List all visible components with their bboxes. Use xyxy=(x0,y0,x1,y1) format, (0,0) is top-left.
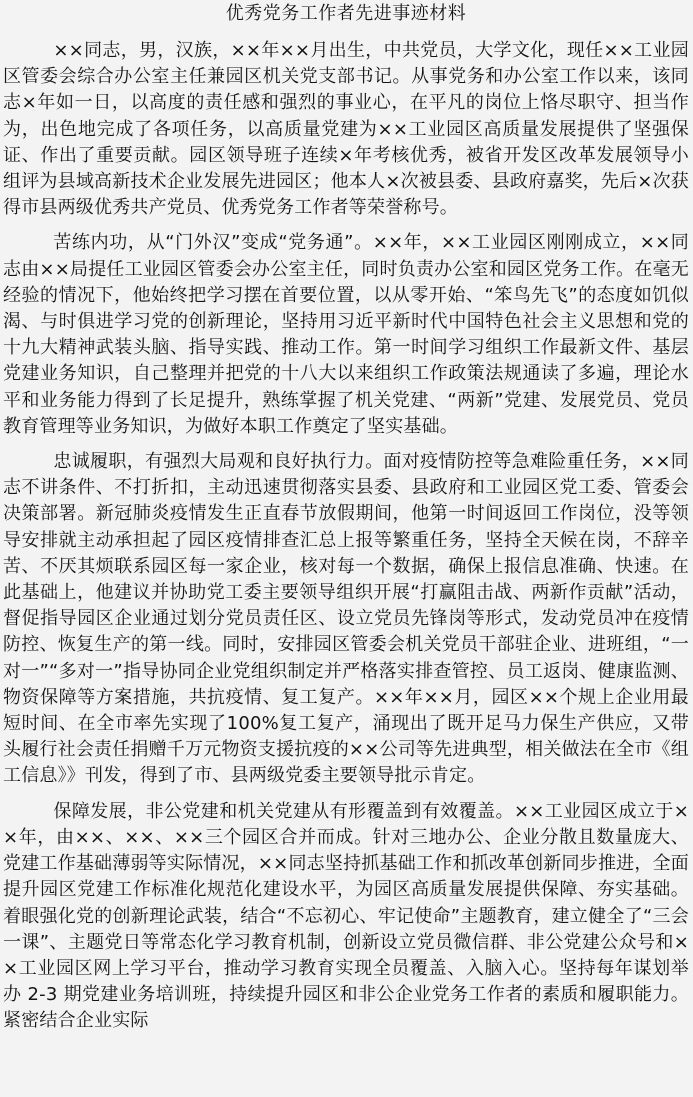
paragraph-intro: ××同志，男，汉族，××年××月出生，中共党员，大学文化，现任××工业园区管委会综合办公室主任兼园区机关党支部书记。从事党务和办公室工作以来，该同志×年如一日，以高度的责任感和强烈的事业心，在平凡的岗位上恪尽职守、担当作为，出色地完成了各项任务，以高质量党建为××工业园区高质量发展提供了坚强保证、作出了重要贡献。园区领导班子连续×年考核优秀，被省开发区改革发展领导小组评为县域高新技术企业发展先进园区；他本人×次被县委、县政府嘉奖，先后×次获得市县两级优秀共产党员、优秀党务工作者等荣誉称号。 xyxy=(3,40,689,219)
paragraph-duty: 忠诚履职，有强烈大局观和良好执行力。面对疫情防控等急难险重任务，××同志不讲条件、不打折扣，主动迅速贯彻落实县委、县政府和工业园区党工委、管委会决策部署。新冠肺炎疫情发生正直春节放假期间，他第一时间返回工作岗位，没等领导安排就主动承担起了园区疫情排查汇总上报等繁重任务，坚持全天候在岗，不辞辛苦、不厌其烦联系园区每一家企业，核对每一个数据，确保上报信息准确、快速。在此基础上，他建议并协助党工委主要领导组织开展“打赢阻击战、两新作贡献”活动，督促指导园区企业通过划分党员责任区、设立党员先锋岗等形式，发动党员冲在疫情防控、恢复生产的第一线。同时，安排园区管委会机关党员干部驻企业、进班组，“一对一”“多对一”指导协同企业党组织制定并严格落实排查管控、员工返岗、健康监测、物资保障等方案措施，共抗疫情、复工复产。××年××月，园区××个规上企业用最短时间、在全市率先实现了100%复工复产，涌现出了既开足马力保生产供应，又带头履行社会责任捐赠千万元物资支援抗疫的××公司等先进典型，相关做法在全市《组工信息》》刊发，得到了市、县两级党委主要领导批示肯定。 xyxy=(3,451,689,787)
paragraph-development: 保障发展，非公党建和机关党建从有形覆盖到有效覆盖。××工业园区成立于××年，由××、××、××三个园区合并而成。针对三地办公、企业分散且数量庞大、党建工作基础薄弱等实际情况，××同志坚持抓基础工作和抓改革创新同步推进，全面提升园区党建工作标准化规范化建设水平，为园区高质量发展提供保障、夯实基础。着眼强化党的创新理论武装，结合“不忘初心、牢记使命”主题教育，建立健全了“三会一课”、主题党日等常态化学习教育机制，创新设立党员微信群、非公党建公众号和××工业园区网上学习平台，推动学习教育实现全员覆盖、入脑入心。坚持每年谋划举办 2-3 期党建业务培训班，持续提升园区和非公企业党务工作者的素质和履职能力。紧密结合企业实际 xyxy=(3,800,689,1032)
document-title: 优秀党务工作者先进事迹材料 xyxy=(225,3,467,24)
paragraph-study: 苦练内功，从“门外汉”变成“党务通”。××年，××工业园区刚刚成立，××同志由××局提任工业园区管委会办公室主任，同时负责办公室和园区党务工作。在毫无经验的情况下，他始终把学习摆在首要位置，以从零开始、“笨鸟先飞”的态度如饥似渴、与时俱进学习党的创新理论，坚持用习近平新时代中国特色社会主义思想和党的十九大精神武装头脑、指导实践、推动工作。第一时间学习组织工作最新文件、基层党建业务知识，自己整理并把党的十八大以来组织工作政策法规通读了多遍，理论水平和业务能力得到了长足提升，熟练掌握了机关党建、“两新”党建、发展党员、党员教育管理等业务知识，为做好本职工作奠定了坚实基础。 xyxy=(3,232,689,437)
